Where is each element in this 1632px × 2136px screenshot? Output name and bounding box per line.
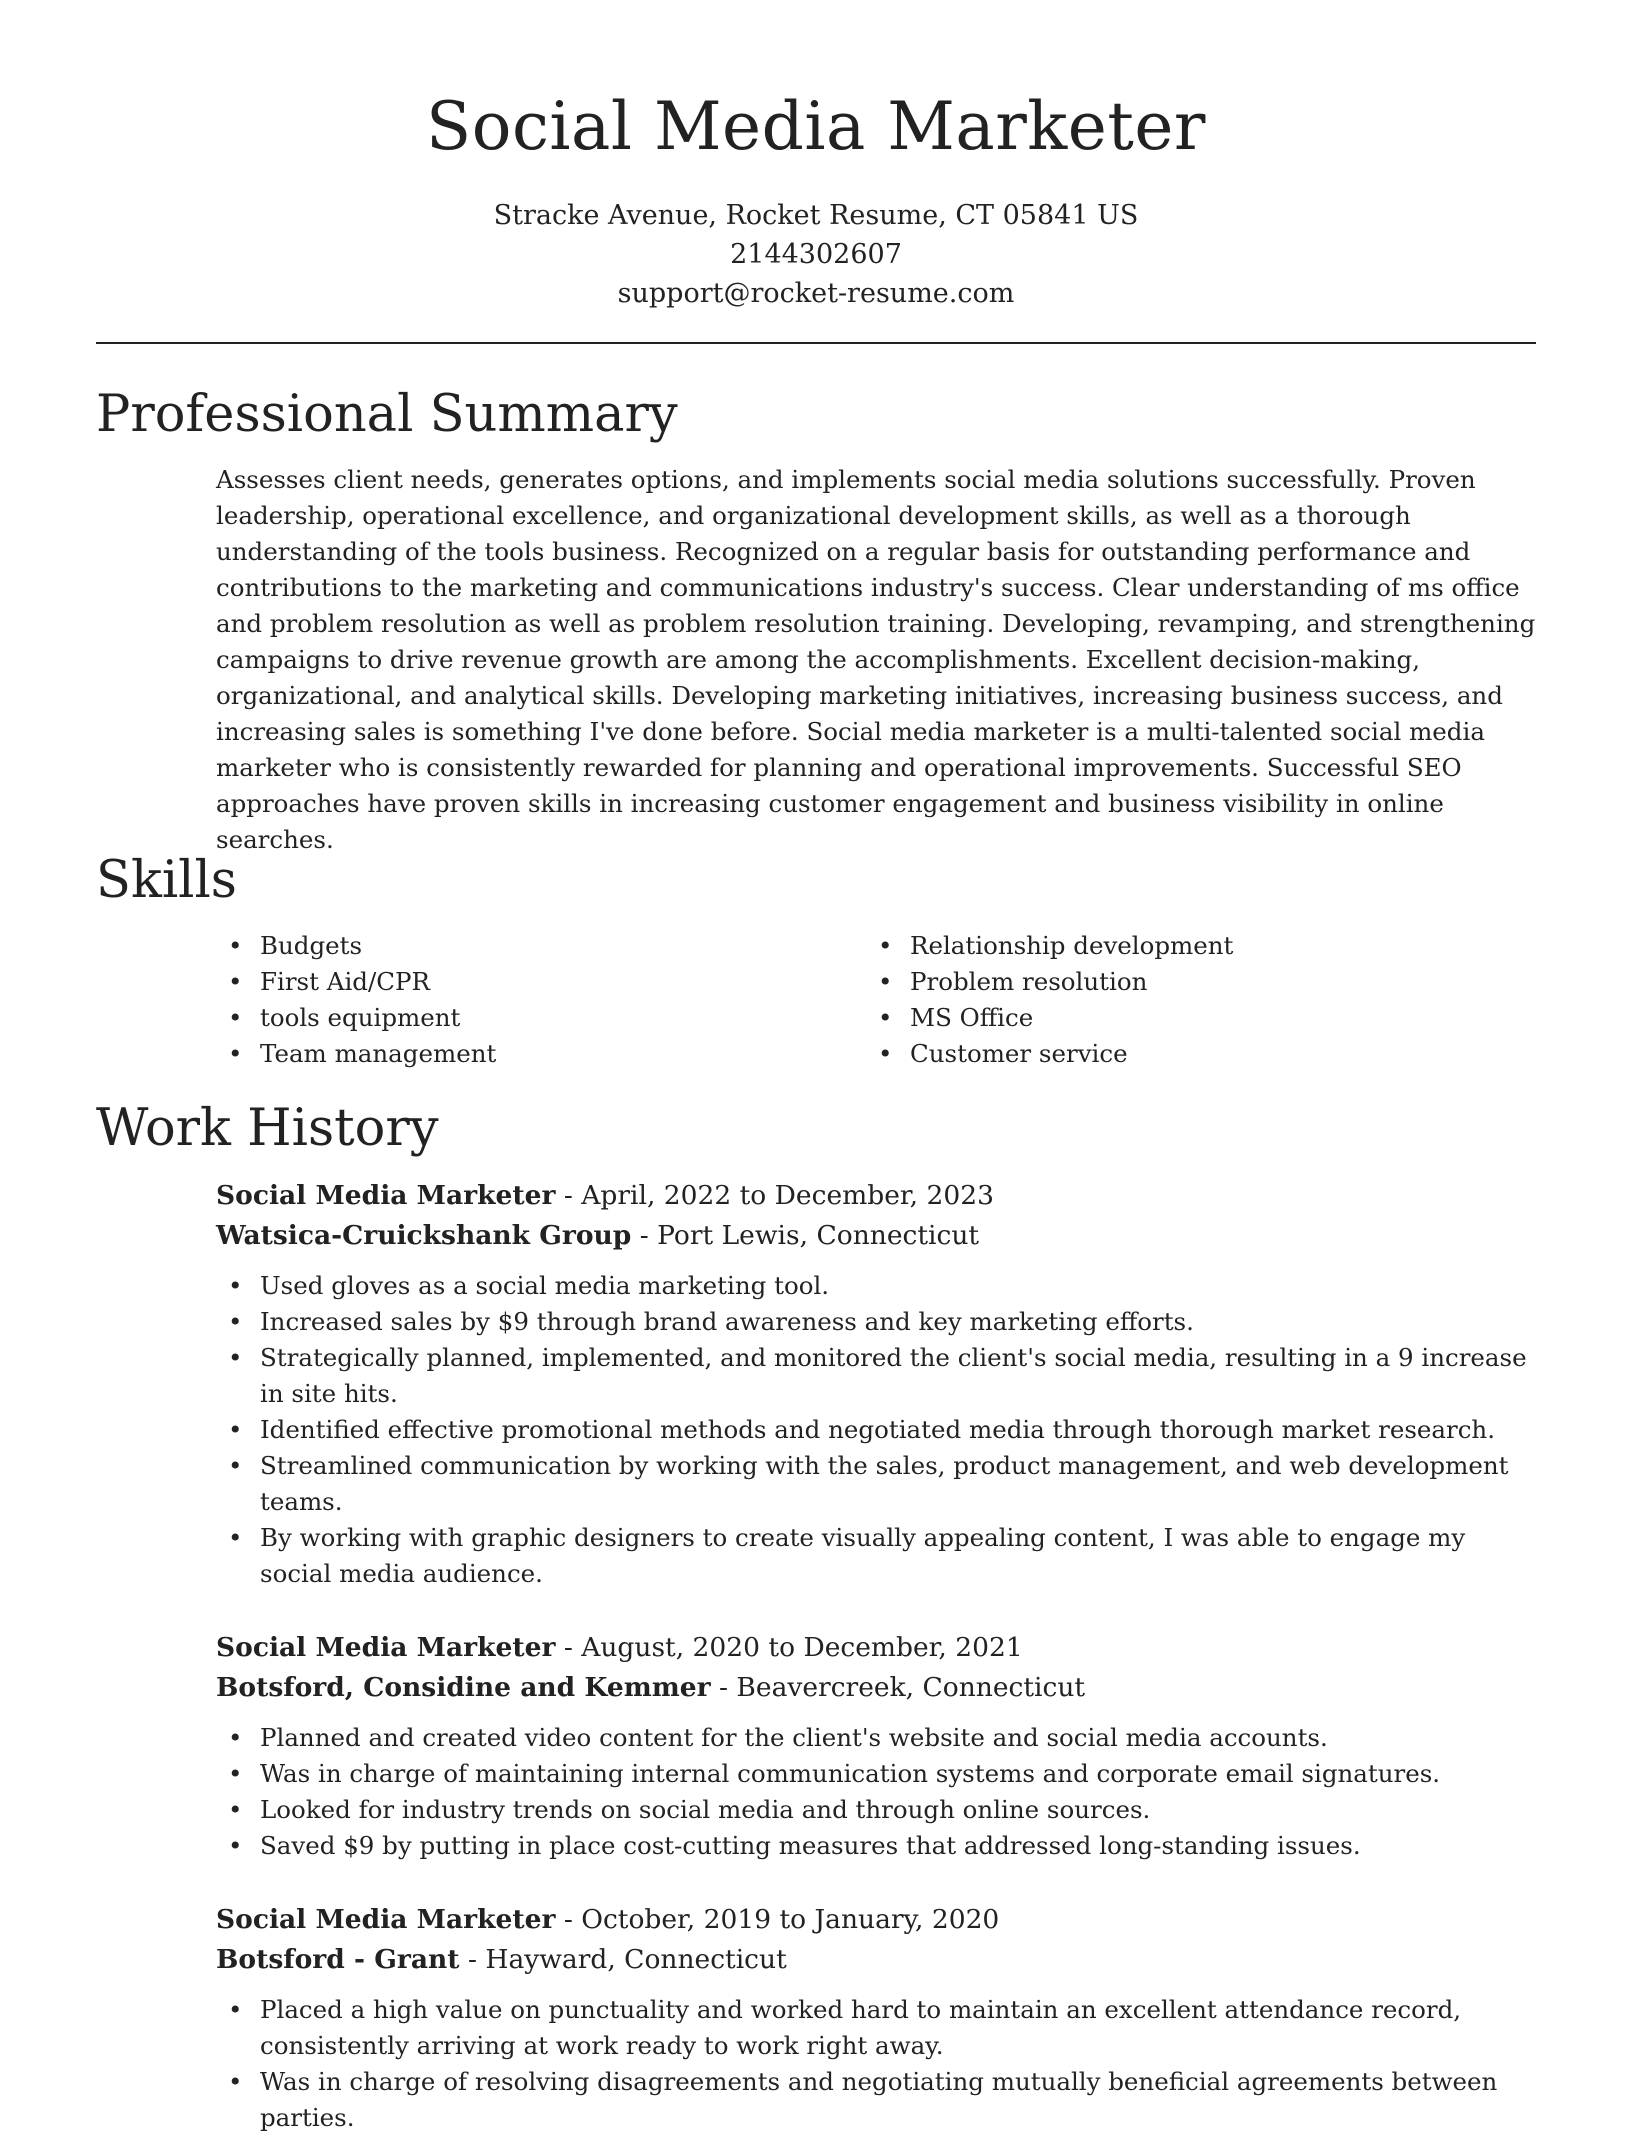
job-entry: [216, 1628, 1536, 1864]
job-title-line: [216, 1900, 1536, 1940]
job-title: Social Media Marketer: [216, 1180, 556, 1211]
job-bullets: [216, 1992, 1536, 2136]
job-bullet: • Used gloves as a social media marketing tool.: [216, 1268, 1536, 1304]
job-bullet: • Was in charge of maintaining internal communication systems and corporate email signatures.: [216, 1756, 1536, 1792]
job-dates: - August, 2020 to December, 2021: [555, 1632, 1023, 1663]
job-bullet: • Was in charge of resolving disagreements and negotiating mutually beneficial agreements between parties.: [216, 2064, 1536, 2136]
skill-item: • Team management: [216, 1036, 856, 1072]
work-history-heading: Work History: [96, 1099, 439, 1158]
job-bullet: • Identified effective promotional methods and negotiated media through thorough market research.: [216, 1412, 1536, 1448]
contact-block: [0, 196, 1632, 313]
job-entry: [216, 1176, 1536, 1592]
contact-phone: 2144302607: [730, 239, 902, 270]
job-company-line: [216, 1940, 1536, 1980]
contact-email: support@rocket-resume.com: [617, 278, 1015, 309]
skills-list-left: [216, 928, 856, 1072]
skill-item: • First Aid/CPR: [216, 964, 856, 1000]
job-bullet: • Streamlined communication by working with the sales, product management, and web development teams.: [216, 1448, 1536, 1520]
skill-item: • Customer service: [866, 1036, 1506, 1072]
job-company: Watsica-Cruickshank Group: [216, 1220, 632, 1251]
skill-item: • Budgets: [216, 928, 856, 964]
job-bullet: • Placed a high value on punctuality and worked hard to maintain an excellent attendance record, consistently arriving at work ready to work right away.: [216, 1992, 1536, 2064]
job-dates: - April, 2022 to December, 2023: [555, 1180, 994, 1211]
contact-address: Stracke Avenue, Rocket Resume, CT 05841 US: [493, 200, 1139, 231]
job-entry: [216, 1900, 1536, 2136]
skills-heading: Skills: [96, 851, 237, 910]
skill-item: • tools equipment: [216, 1000, 856, 1036]
summary-text: Assesses client needs, generates options, and implements social media solutions successfully. Proven leadership, operational excellence, and organizational development skills, as well as a thorough understanding of the tools business. Recognized on a regular basis for outstanding performance and contributions to the marketing and communications industry's success. Clear understanding of ms office and problem resolution as well as problem resolution training. Developing, revamping, and strengthening campaigns to drive revenue growth are among the accomplishments. Excellent decision-making, organizational, and analytical skills. Developing marketing initiatives, increasing business success, and increasing sales is something I've done before. Social media marketer is a multi-talented social media marketer who is consistently rewarded for planning and operational improvements. Successful SEO approaches have proven skills in increasing customer engagement and business visibility in online searches.: [216, 465, 1536, 854]
job-title-line: [216, 1628, 1536, 1668]
header-divider: [96, 342, 1536, 344]
job-title: Social Media Marketer: [216, 1904, 556, 1935]
job-company-line: [216, 1216, 1536, 1256]
skill-item: • Problem resolution: [866, 964, 1506, 1000]
job-bullets: [216, 1720, 1536, 1864]
skill-item: • Relationship development: [866, 928, 1506, 964]
job-bullet: • Looked for industry trends on social media and through online sources.: [216, 1792, 1536, 1828]
skill-item: • MS Office: [866, 1000, 1506, 1036]
job-title-line: [216, 1176, 1536, 1216]
job-bullet: • Strategically planned, implemented, and monitored the client's social media, resulting in a 9 increase in site hits.: [216, 1340, 1536, 1412]
summary-heading: Professional Summary: [96, 385, 678, 444]
job-dates: - October, 2019 to January, 2020: [555, 1904, 1000, 1935]
job-bullet: • By working with graphic designers to create visually appealing content, I was able to engage my social media audience.: [216, 1520, 1536, 1592]
job-location: - Beavercreek, Connecticut: [710, 1672, 1086, 1703]
job-bullet: • Increased sales by $9 through brand awareness and key marketing efforts.: [216, 1304, 1536, 1340]
job-company: Botsford - Grant: [216, 1944, 460, 1975]
job-bullet: • Saved $9 by putting in place cost-cutting measures that addressed long-standing issues.: [216, 1828, 1536, 1864]
job-title: Social Media Marketer: [216, 1632, 556, 1663]
skills-list-right: [866, 928, 1506, 1072]
resume-title: Social Media Marketer: [426, 88, 1206, 165]
job-location: - Port Lewis, Connecticut: [631, 1220, 980, 1251]
job-bullets: [216, 1268, 1536, 1592]
job-bullet: • Planned and created video content for the client's website and social media accounts.: [216, 1720, 1536, 1756]
job-company: Botsford, Considine and Kemmer: [216, 1672, 711, 1703]
job-location: - Hayward, Connecticut: [459, 1944, 787, 1975]
job-company-line: [216, 1668, 1536, 1708]
resume-header: [0, 84, 1632, 313]
